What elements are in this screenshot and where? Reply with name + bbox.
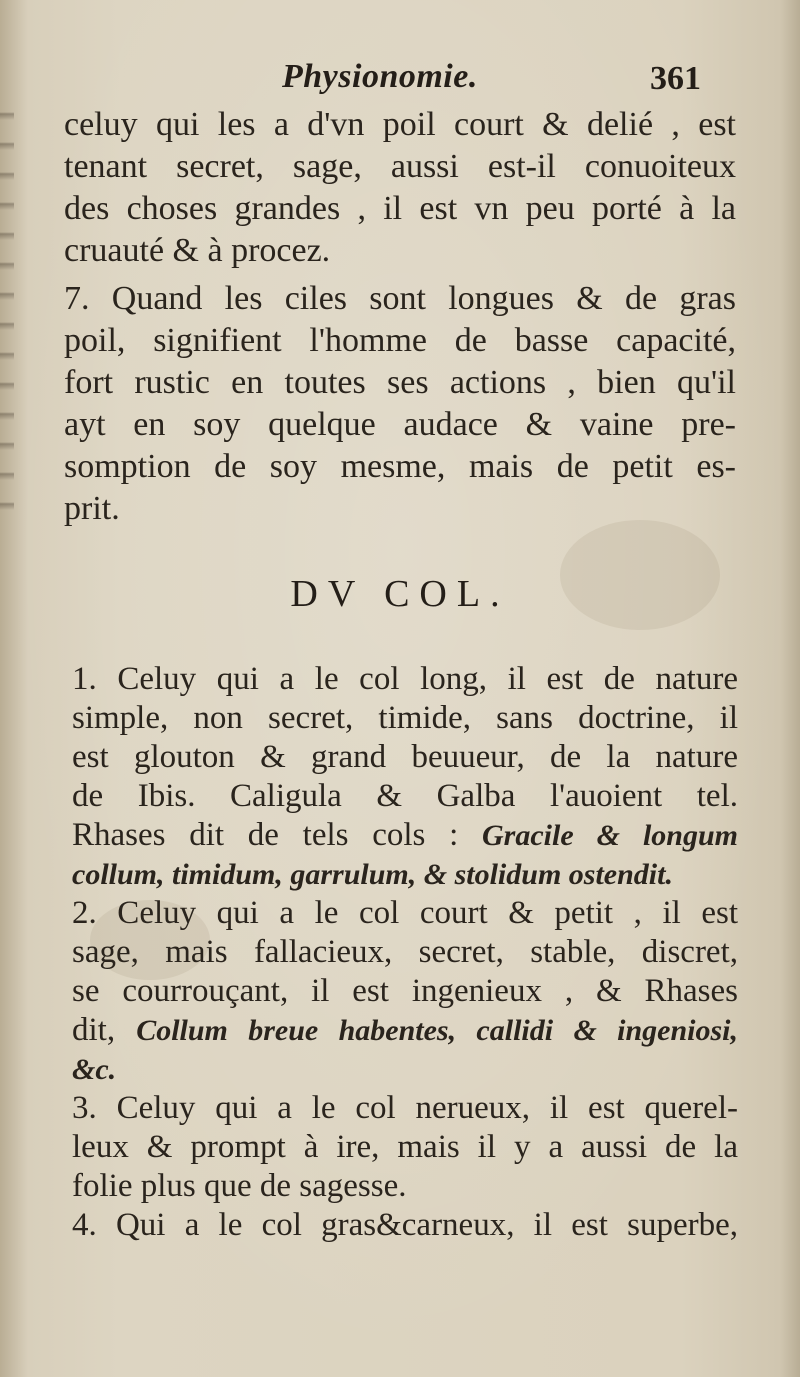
line-text: 1. Celuy qui a le col long, il est de nature xyxy=(72,661,738,697)
line-text: 4. Qui a le col gras&carneux, il est superbe, xyxy=(72,1207,738,1243)
text-line xyxy=(72,894,738,933)
latin-quote: Gracile & longum xyxy=(482,819,738,852)
text-line: 7. Quand les ciles sont longues & de gras xyxy=(64,280,736,317)
line-text: 3. Celuy qui a le col nerueux, il est querel- xyxy=(72,1090,738,1126)
text-line xyxy=(72,972,738,1011)
text-line: cruauté & à procez. xyxy=(64,232,331,269)
text-line xyxy=(72,1128,738,1167)
text-line: poil, signifient l'homme de basse capacité, xyxy=(64,322,736,359)
facing-page-bleed xyxy=(0,90,14,510)
line-text: simple, non secret, timide, sans doctrine, il xyxy=(72,700,738,736)
line-text: leux & prompt à ire, mais il y a aussi de la xyxy=(72,1129,738,1165)
latin-quote: collum, timidum, garrulum, & stolidum ostendit. xyxy=(72,858,673,891)
text-line xyxy=(72,777,738,816)
paragraph-continuation xyxy=(64,104,736,272)
text-line xyxy=(72,699,738,738)
page-header xyxy=(0,50,800,100)
line-text: 2. Celuy qui a le col court & petit , il est xyxy=(72,895,738,931)
text-line: fort rustic en toutes ses actions , bien qu'il xyxy=(64,364,736,401)
text-line xyxy=(72,1050,738,1089)
text-line xyxy=(72,1206,738,1245)
text-line xyxy=(72,738,738,777)
line-text: Rhases dit de tels cols : xyxy=(72,817,483,853)
text-line xyxy=(72,1089,738,1128)
paragraph-item-7 xyxy=(64,278,736,530)
text-line: celuy qui les a d'vn poil court & delié , est xyxy=(64,106,736,143)
text-line: des choses grandes , il est vn peu porté à la xyxy=(64,190,736,227)
line-text: dit, xyxy=(72,1012,137,1048)
section-heading: DV COL. xyxy=(290,573,510,615)
page-number: 361 xyxy=(650,60,701,97)
text-line xyxy=(72,660,738,699)
text-line: prit. xyxy=(64,490,120,527)
running-title: Physionomie. xyxy=(282,58,478,95)
line-text: se courrouçant, il est ingenieux , & Rhases xyxy=(72,973,738,1009)
latin-quote: Collum breue habentes, callidi & ingeniosi, xyxy=(136,1014,738,1047)
latin-quote: &c. xyxy=(72,1053,117,1086)
line-text: est glouton & grand beuueur, de la nature xyxy=(72,739,738,775)
text-line xyxy=(72,1011,738,1050)
text-line: tenant secret, sage, aussi est-il conuoiteux xyxy=(64,148,736,185)
line-text: folie plus que de sagesse. xyxy=(72,1168,407,1204)
line-text: de Ibis. Caligula & Galba l'auoient tel. xyxy=(72,778,738,814)
text-line xyxy=(72,816,738,855)
text-line xyxy=(72,933,738,972)
text-line: ayt en soy quelque audace & vaine pre- xyxy=(64,406,736,443)
text-line: somption de soy mesme, mais de petit es- xyxy=(64,448,736,485)
text-line xyxy=(72,1167,738,1206)
text-line xyxy=(72,855,738,894)
line-text: sage, mais fallacieux, secret, stable, discret, xyxy=(72,934,738,970)
section-body xyxy=(72,660,738,1245)
